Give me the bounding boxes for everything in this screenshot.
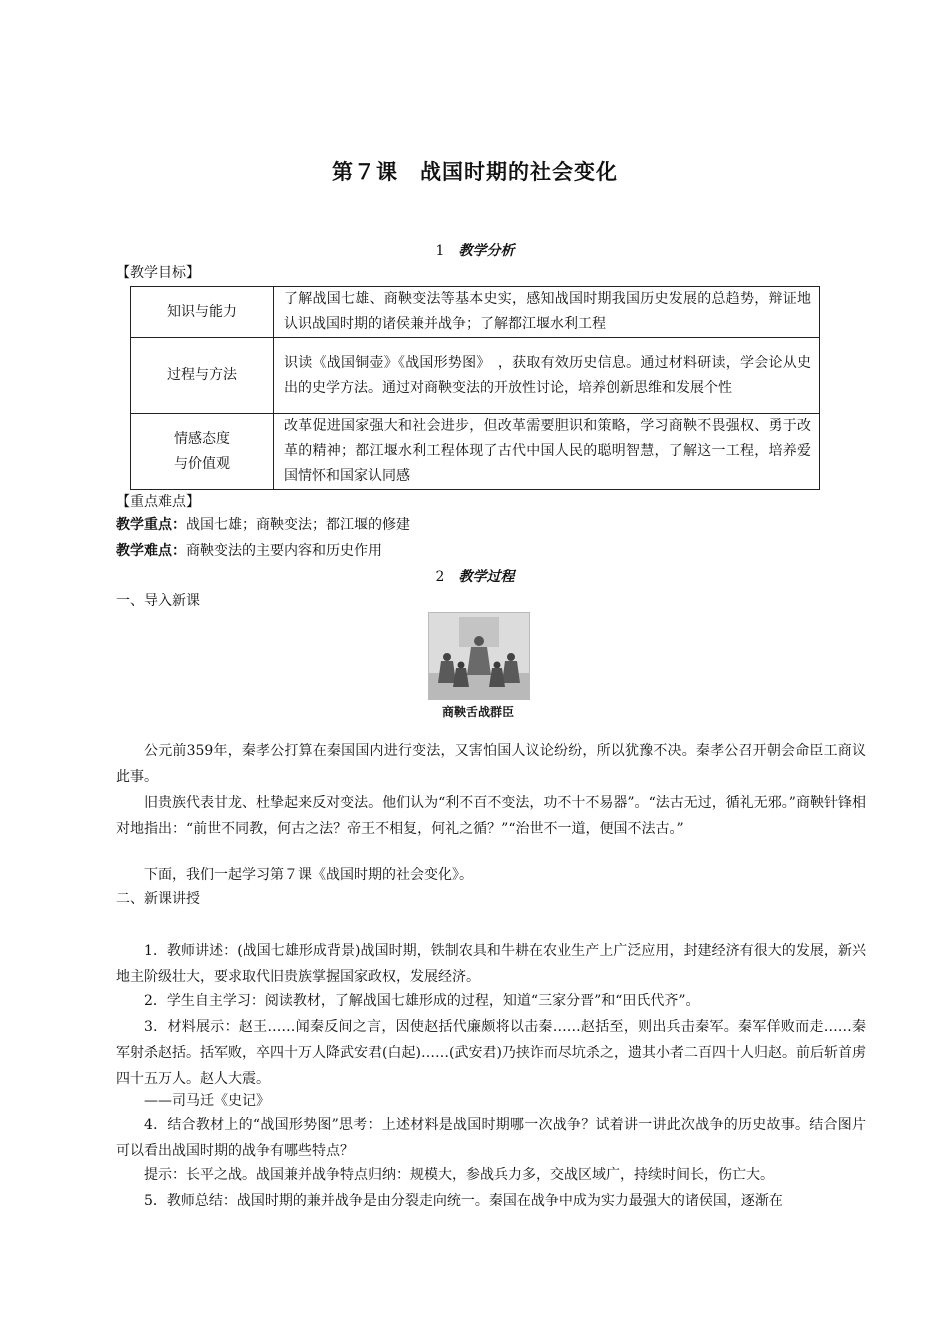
key-points-label: 【重点难点】 <box>116 494 200 510</box>
objective-category <box>131 414 274 490</box>
lesson-paragraph: 4．结合教材上的“战国形势图”思考：上述材料是战国时期哪一次战争？试着讲一讲此次战争的历史故事。结合图片可以看出战国时期的战争有哪些特点？ <box>116 1117 866 1159</box>
section-number: 1 <box>435 243 445 259</box>
section-heading-analysis <box>0 240 950 260</box>
section-heading-process <box>0 566 950 586</box>
section-number: 2 <box>435 569 445 585</box>
objective-category: 过程与方法 <box>131 338 274 414</box>
objective-category-line: 与价值观 <box>174 455 230 472</box>
objective-description: 改革促进国家强大和社会进步，但改革需要胆识和策略，学习商鞅不畏强权、勇于改革的精神；都江堰水利工程体现了古代中国人民的聪明智慧，了解这一工程，培养爱国情怀和国家认同感 <box>274 414 820 490</box>
objectives-table <box>130 286 820 490</box>
lesson-paragraph: 5．教师总结：战国时期的兼并战争是由分裂走向统一。秦国在战争中成为实力最强大的诸侯国，逐渐在 <box>144 1193 783 1209</box>
key-point-line <box>116 512 866 538</box>
table-row <box>131 338 820 414</box>
intro-paragraph: 旧贵族代表甘龙、杜挚起来反对变法。他们认为“利不百不变法，功不十不易器”。“法古无过，循礼无邪。”商鞅针锋相对地指出：“前世不同教，何古之法？帝王不相复，何礼之循？”“治世不一道，便国不法古。” <box>116 795 866 837</box>
part2-heading: 二、新课讲授 <box>116 891 200 907</box>
intro-paragraph: 公元前359年，秦孝公打算在秦国国内进行变法，又害怕国人议论纷纷，所以犹豫不决。秦孝公召开朝会命臣工商议此事。 <box>116 743 866 785</box>
objective-description: 了解战国七雄、商鞅变法等基本史实，感知战国时期我国历史发展的总趋势，辩证地认识战国时期的诸侯兼并战争；了解都江堰水利工程 <box>274 287 820 338</box>
objective-description: 识读《战国铜壶》《战国形势图》 ，获取有效历史信息。通过材料研读，学会论从史出的史学方法。通过对商鞅变法的开放性讨论，培养创新思维和发展个性 <box>274 338 820 414</box>
key-point-label: 教学重点： <box>116 517 186 533</box>
lesson-paragraph: 3．材料展示：赵王……闻秦反间之言，因使赵括代廉颇将以击秦……赵括至，则出兵击秦军。秦军佯败而走……秦军射杀赵括。括军败，卒四十万人降武安君(白起)……(武安君)乃挟诈而尽坑杀之，遗其小者二百四十人归赵。前后斩首虏四十五万人。赵人大震。 <box>116 1019 866 1087</box>
page-title: 第７课 战国时期的社会变化 <box>332 160 618 184</box>
intro-paragraph: 下面，我们一起学习第７课《战国时期的社会变化》。 <box>144 867 473 883</box>
section-name: 教学过程 <box>458 569 515 585</box>
illustration-drawing <box>429 613 529 699</box>
image-caption: 商鞅舌战群臣 <box>441 705 514 719</box>
source-citation: ——司马迁《史记》 <box>144 1093 270 1109</box>
illustration-image <box>428 612 530 700</box>
section-name: 教学分析 <box>458 243 515 259</box>
objective-category-line: 情感态度 <box>174 430 230 447</box>
lesson-paragraph: 2．学生自主学习：阅读教材，了解战国七雄形成的过程，知道“三家分晋”和“田氏代齐”。 <box>144 993 700 1009</box>
table-row <box>131 414 820 490</box>
key-point-text: 战国七雄；商鞅变法；都江堰的修建 <box>186 517 410 533</box>
objective-category: 知识与能力 <box>131 287 274 338</box>
table-row <box>131 287 820 338</box>
difficult-point-label: 教学难点： <box>116 543 186 559</box>
difficult-point-text: 商鞅变法的主要内容和历史作用 <box>186 543 382 559</box>
difficult-point-line <box>116 538 866 564</box>
lesson-paragraph: 1．教师讲述：(战国七雄形成背景)战国时期，铁制农具和牛耕在农业生产上广泛应用，封建经济有很大的发展，新兴地主阶级壮大，要求取代旧贵族掌握国家政权，发展经济。 <box>116 943 866 985</box>
teaching-goals-label: 【教学目标】 <box>116 265 200 281</box>
part1-heading: 一、导入新课 <box>116 593 200 609</box>
lesson-paragraph: 提示：长平之战。战国兼并战争特点归纳：规模大，参战兵力多，交战区域广，持续时间长，伤亡大。 <box>144 1167 774 1183</box>
